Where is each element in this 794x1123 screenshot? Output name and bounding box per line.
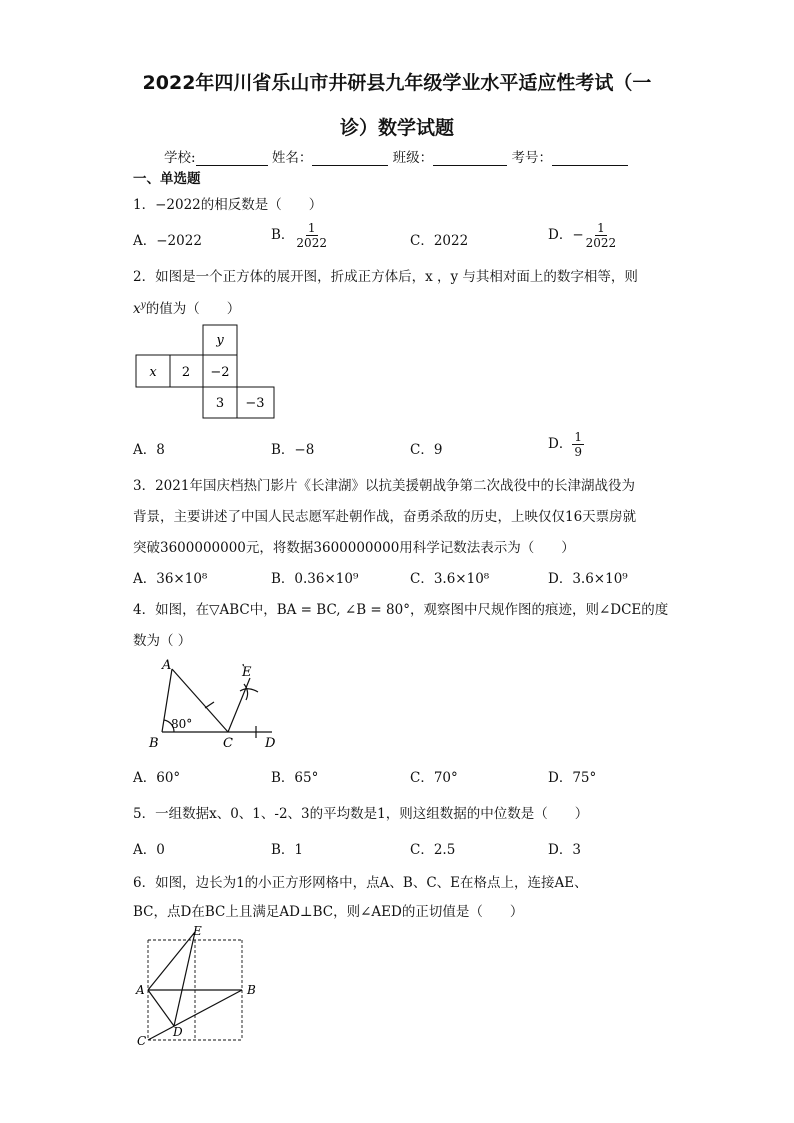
q2-option-c[interactable]: C．9	[410, 442, 443, 458]
q2-option-a[interactable]: A．8	[133, 442, 165, 458]
q3-stem-line2: 背景，主要讲述了中国人民志愿军赴朝作战，奋勇杀敌的历史，上映仅仅16天票房就	[133, 509, 637, 525]
q3-option-d[interactable]: D．3.6×10⁹	[548, 571, 628, 587]
grid-figure	[130, 922, 265, 1052]
q2-d-fraction: $\frac{1}{9}$	[574, 430, 582, 459]
segment-AD	[148, 990, 174, 1026]
q1-d-fraction: $\frac{1}{2022}$	[585, 221, 617, 250]
q4-option-b[interactable]: B．65°	[271, 770, 319, 786]
q4-option-c[interactable]: C．70°	[410, 770, 458, 786]
net-label-neg3: −3	[245, 396, 265, 411]
arc-mark-1	[240, 689, 258, 692]
q1-option-b[interactable]	[271, 221, 329, 250]
ray-CE	[228, 678, 250, 732]
q2-option-b[interactable]: B．−8	[271, 442, 315, 458]
q1-b-fraction: $\frac{1}{2022}$	[296, 221, 327, 250]
label-D: D	[265, 736, 276, 751]
school-field[interactable]	[196, 151, 268, 166]
net-label-neg2: −2	[210, 365, 230, 380]
label-C: C	[137, 1034, 147, 1048]
q2-option-d[interactable]	[548, 430, 584, 459]
q5-stem: 5．一组数据x、0、1、-2、3的平均数是1，则这组数据的中位数是（ ）	[133, 806, 589, 822]
segment-ED	[174, 932, 195, 1026]
number-field[interactable]	[552, 151, 628, 166]
school-label: 学校:	[164, 150, 196, 166]
net-label-3: 3	[215, 396, 225, 411]
label-B: B	[247, 983, 256, 997]
q1-stem: 1．−2022的相反数是（ ）	[133, 197, 323, 213]
q3-option-a[interactable]: A．36×10⁸	[133, 571, 208, 587]
q5-option-b[interactable]: B．1	[271, 842, 304, 858]
page-title-line2: 诊）数学试题	[339, 117, 454, 139]
q3-option-c[interactable]: C．3.6×10⁸	[410, 571, 490, 587]
q2-d-label: D．	[548, 436, 573, 452]
page-title-line1: 2022年四川省乐山市井研县九年级学业水平适应性考试（一	[142, 72, 652, 94]
name-label: 姓名：	[271, 150, 313, 166]
section-heading: 一、单选题	[133, 171, 201, 187]
q4-stem-line2: 数为（ ）	[133, 633, 192, 649]
q1-option-d[interactable]	[548, 221, 618, 250]
label-A: A	[162, 658, 172, 673]
name-field[interactable]	[312, 151, 388, 166]
q5-option-d[interactable]: D．3	[548, 842, 581, 858]
q4-stem-line1: 4．如图，在▽ABC中，BA = BC, ∠B = 80°，观察图中尺规作图的痕迹，则∠DCE的度	[133, 602, 669, 618]
q4-option-d[interactable]: D．75°	[548, 770, 597, 786]
q5-option-c[interactable]: C．2.5	[410, 842, 456, 858]
q1-d-label: D．−	[548, 227, 584, 243]
q2-stem-line1: 2．如图是一个正方体的展开图，折成正方体后，x ，y 与其相对面上的数字相等，则	[133, 269, 638, 285]
tick-mark-ac	[205, 702, 214, 708]
class-label: 班级：	[392, 150, 434, 166]
label-D: D	[173, 1025, 183, 1039]
label-B: B	[149, 736, 159, 751]
label-E: E	[193, 924, 202, 938]
class-field[interactable]	[433, 151, 507, 166]
net-label-x: x	[149, 365, 157, 380]
q2-stem-line2: $x^y$的值为（ ）	[133, 300, 241, 317]
q4-option-a[interactable]: A．60°	[133, 770, 181, 786]
net-label-y: y	[216, 333, 224, 348]
q5-option-a[interactable]: A．0	[133, 842, 165, 858]
q3-option-b[interactable]: B．0.36×10⁹	[271, 571, 359, 587]
label-C: C	[223, 736, 233, 751]
label-E: E	[242, 665, 252, 680]
net-label-2: 2	[181, 365, 191, 380]
label-A: A	[136, 983, 145, 997]
q3-stem-line1: 3．2021年国庆档热门影片《长津湖》以抗美援朝战争第二次战役中的长津湖战役为	[133, 478, 635, 494]
number-label: 考号：	[511, 150, 552, 166]
angle-label: 80°	[171, 717, 193, 731]
q1-option-a[interactable]: A．−2022	[133, 233, 202, 249]
student-info	[164, 146, 628, 166]
cube-net-figure	[133, 320, 283, 425]
q6-stem-line1: 6．如图，边长为1的小正方形网格中，点A、B、C、E在格点上，连接AE、	[133, 875, 588, 891]
triangle-construction-figure	[140, 652, 290, 754]
q1-option-c[interactable]: C．2022	[410, 233, 469, 249]
q1-b-label: B．	[271, 227, 295, 243]
q6-stem-line2: BC，点D在BC上且满足AD⊥BC，则∠AED的正切值是（ ）	[133, 904, 524, 920]
q3-stem-line3: 突破3600000000元，将数据3600000000用科学记数法表示为（ ）	[133, 540, 575, 556]
